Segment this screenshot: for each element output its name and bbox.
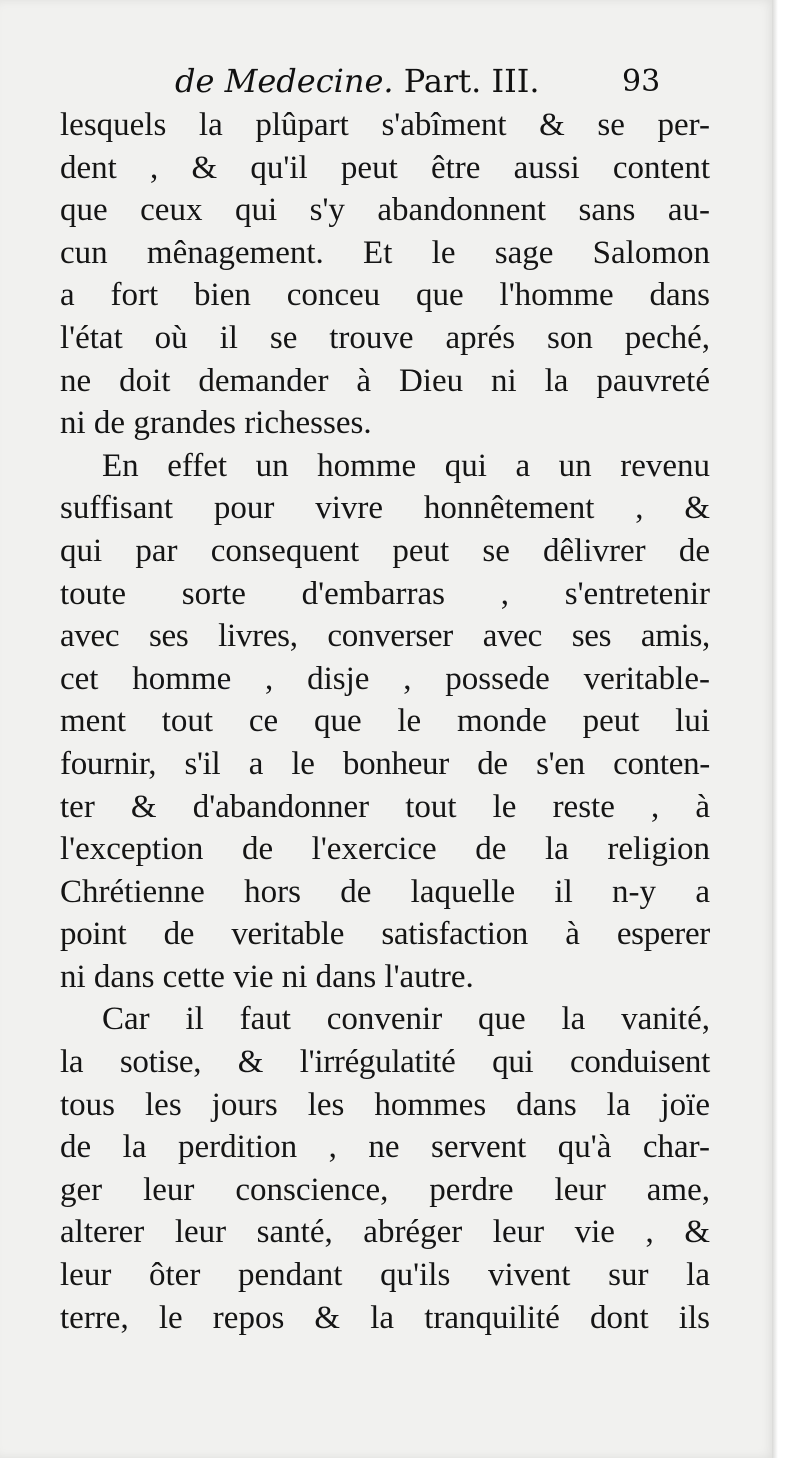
- text-line: terre, le repos & la tranquilité dont ils: [60, 1299, 710, 1336]
- text-line: avec ses livres, converser avec ses amis,: [60, 618, 710, 655]
- page-number: 93: [622, 64, 661, 99]
- text-line: ger leur conscience, perdre leur ame,: [60, 1171, 710, 1208]
- running-title-italic: de Medecine.: [175, 62, 394, 100]
- text-line: ne doit demander à Dieu ni la pauvreté: [60, 362, 710, 399]
- text-line: la sotise, & l'irrégulatité qui conduisent: [60, 1044, 710, 1081]
- text-line: dent , & qu'il peut être aussi content: [60, 149, 710, 186]
- text-line: de la perdition , ne servent qu'à char-: [60, 1129, 710, 1166]
- paragraph-start-line: En effet un homme qui a un revenu: [102, 447, 710, 484]
- text-line: l'exception de l'exercice de la religion: [60, 831, 710, 868]
- text-line: ter & d'abandonner tout le reste , à: [60, 788, 710, 825]
- text-line: ni de grandes richesses.: [60, 405, 372, 442]
- body-text: [60, 104, 710, 1339]
- text-line: cet homme , disje , possede veritable-: [60, 660, 710, 697]
- text-line: cun mênagement. Et le sage Salomon: [60, 234, 710, 271]
- text-line: que ceux qui s'y abandonnent sans au-: [60, 192, 710, 229]
- text-line: point de veritable satisfaction à esperer: [60, 916, 710, 953]
- text-line: qui par consequent peut se dêlivrer de: [60, 532, 710, 569]
- text-line: fournir, s'il a le bonheur de s'en conten-: [60, 745, 710, 782]
- text-line: tous les jours les hommes dans la joïe: [60, 1086, 710, 1123]
- text-line: Chrétienne hors de laquelle il n-y a: [60, 873, 710, 910]
- text-line: alterer leur santé, abréger leur vie , &: [60, 1214, 710, 1251]
- text-line: l'état où il se trouve aprés son peché,: [60, 319, 710, 356]
- page-edge: [772, 0, 778, 1458]
- text-line: a fort bien conceu que l'homme dans: [60, 277, 710, 314]
- running-title: [175, 62, 540, 100]
- running-title-part: Part. III.: [403, 62, 540, 100]
- text-line: leur ôter pendant qu'ils vivent sur la: [60, 1257, 710, 1294]
- text-line: ni dans cette vie ni dans l'autre.: [60, 958, 474, 995]
- text-line: lesquels la plûpart s'abîment & se per-: [60, 107, 710, 143]
- text-line: suffisant pour vivre honnêtement , &: [60, 490, 710, 527]
- text-line: ment tout ce que le monde peut lui: [60, 703, 710, 740]
- paragraph-start-line: Car il faut convenir que la vanité,: [102, 1001, 710, 1038]
- text-line: toute sorte d'embarras , s'entretenir: [60, 575, 710, 612]
